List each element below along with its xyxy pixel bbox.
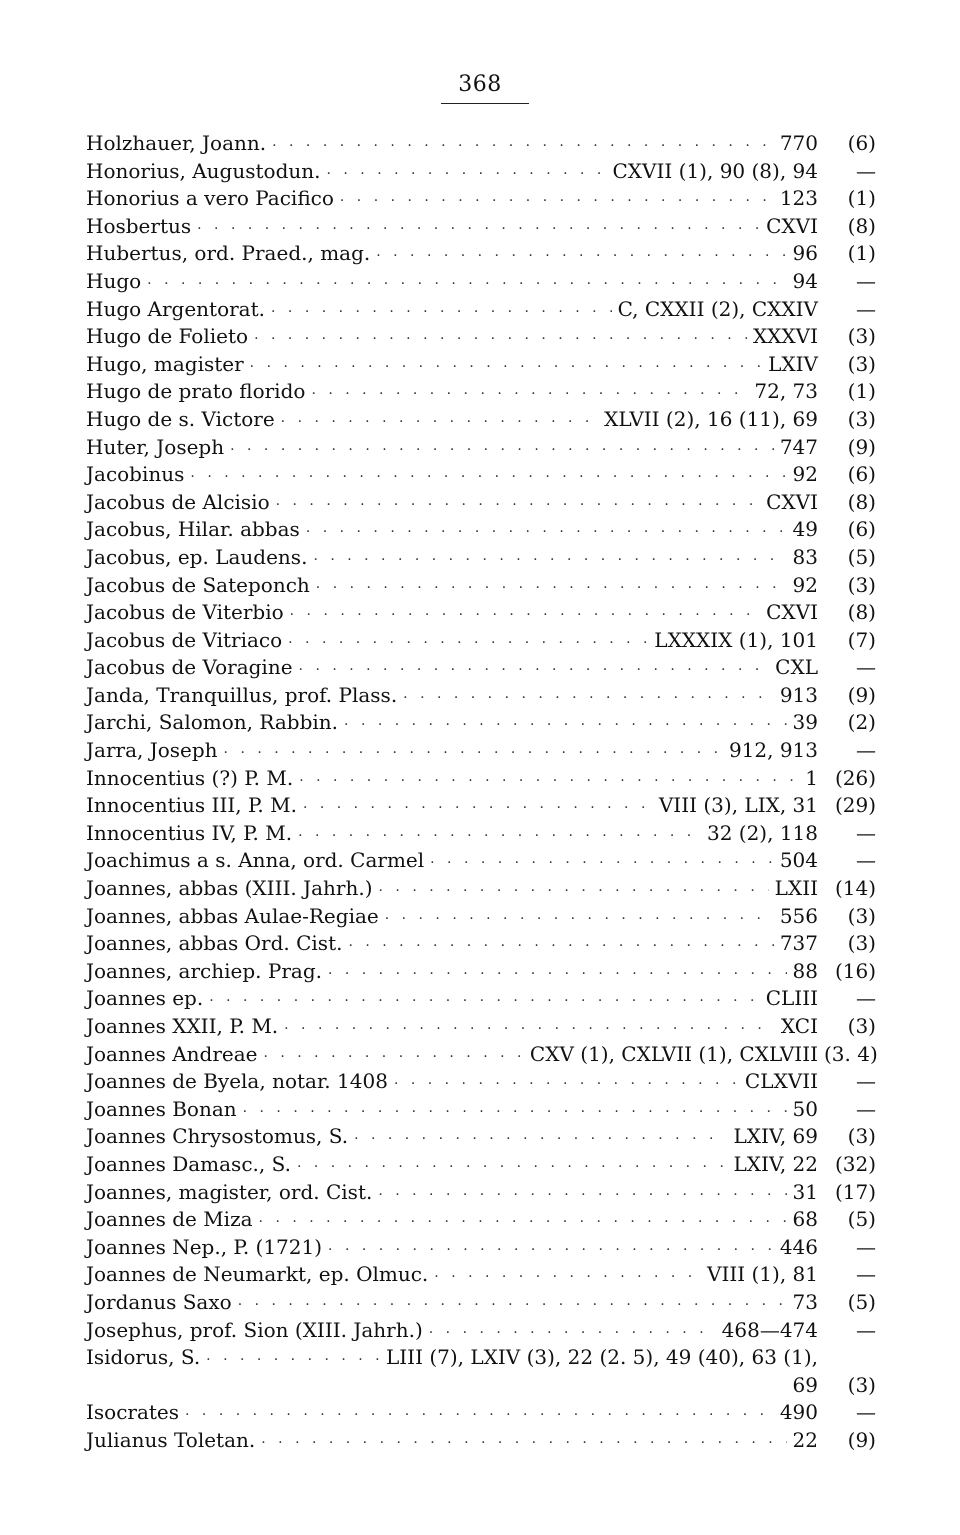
dot-leader <box>303 795 653 823</box>
entry-line <box>86 296 818 327</box>
entry-count: (9) <box>847 682 876 707</box>
entry-line <box>86 1427 818 1458</box>
entry-references: 88 <box>792 958 818 983</box>
entry-name: Joannes de Neumarkt, ep. Olmuc. <box>86 1262 429 1287</box>
index-entry <box>86 130 876 158</box>
entry-count: (3. 4) <box>824 1041 878 1066</box>
entry-name: Holzhauer, Joann. <box>86 131 267 155</box>
dot-leader <box>385 906 774 934</box>
entry-line <box>86 958 818 989</box>
entry-name: Jacobus, ep. Laudens. <box>86 544 308 569</box>
dot-leader <box>185 1402 774 1430</box>
entry-line <box>86 654 818 685</box>
dot-leader <box>284 1016 775 1044</box>
dot-leader <box>328 961 787 989</box>
entry-name: Isocrates <box>86 1400 180 1425</box>
entry-line <box>86 1013 818 1044</box>
entry-line <box>86 847 818 878</box>
entry-references: 83 <box>792 544 818 569</box>
index-entry <box>86 737 876 765</box>
dot-leader <box>224 740 723 768</box>
entry-count: — <box>856 655 876 680</box>
entry-line <box>86 406 818 437</box>
entry-line <box>86 1179 818 1210</box>
entry-name: Isidorus, S. <box>86 1345 201 1370</box>
entry-line <box>86 1068 818 1099</box>
entry-count: (16) <box>834 958 876 983</box>
entry-references: 50 <box>792 1096 818 1121</box>
entry-references: LXIV, 69 <box>733 1124 818 1149</box>
index-entry <box>86 958 876 986</box>
index-entry-continuation <box>86 1372 876 1400</box>
entry-references: LIII (7), LXIV (3), 22 (2. 5), 49 (40), 63 (1), <box>385 1345 818 1370</box>
entry-references: 92 <box>792 462 818 487</box>
entry-count: (3) <box>847 1014 876 1038</box>
entry-line <box>86 1123 818 1154</box>
entry-name: Hugo, magister <box>86 351 244 376</box>
dot-leader <box>429 1320 716 1348</box>
index-entry <box>86 489 876 517</box>
entry-references: LXIV <box>768 351 818 376</box>
entry-references: CXVI <box>766 213 818 238</box>
entry-line <box>86 434 818 465</box>
entry-line <box>86 185 818 216</box>
entry-references: 94 <box>792 268 818 293</box>
entry-name: Joachimus a s. Anna, ord. Carmel <box>86 848 425 873</box>
entry-references: 31 <box>792 1179 818 1204</box>
entry-references: 32 (2), 118 <box>706 820 818 845</box>
entry-line <box>86 682 818 713</box>
dot-leader <box>379 878 769 906</box>
entry-name: Honorius a vero Pacifico <box>86 186 334 211</box>
entry-name: Joannes Damasc., S. <box>86 1151 291 1176</box>
entry-name: Hugo de s. Victore <box>86 406 275 431</box>
entry-name: Jacobus de Vitriaco <box>86 627 283 652</box>
dot-leader <box>281 409 599 437</box>
index-entry <box>86 461 876 489</box>
entry-name: Joannes de Byela, notar. 1408 <box>86 1069 388 1094</box>
entry-name: Hugo <box>86 268 142 293</box>
index-entry <box>86 406 876 434</box>
entry-count: (32) <box>834 1151 876 1176</box>
entry-name: Jacobus de Sateponch <box>86 572 310 597</box>
entry-count: — <box>856 1400 876 1425</box>
entry-references: 737 <box>779 931 818 956</box>
entry-count: (3) <box>847 1124 876 1149</box>
index-entry <box>86 296 876 324</box>
entry-count: (5) <box>847 1289 876 1314</box>
dot-leader <box>290 602 760 630</box>
entry-references: LXIV, 22 <box>733 1151 818 1176</box>
entry-references: 556 <box>779 903 818 928</box>
dot-leader <box>197 216 760 244</box>
entry-line <box>86 765 818 796</box>
index-entry <box>86 544 876 572</box>
entry-line <box>86 489 818 520</box>
index-entry <box>86 820 876 848</box>
index-entry <box>86 682 876 710</box>
entry-name: Joannes, magister, ord. Cist. <box>86 1179 373 1204</box>
index-entry <box>86 323 876 351</box>
entry-name: Jacobus, Hilar. abbas <box>86 517 300 542</box>
entry-count: (5) <box>847 1207 876 1232</box>
entry-name: Innocentius (?) P. M. <box>86 765 294 790</box>
index-entry <box>86 1013 876 1041</box>
dot-leader <box>272 133 774 161</box>
entry-count: (5) <box>847 544 876 569</box>
entry-count: (3) <box>847 572 876 597</box>
entry-count: — <box>856 158 876 183</box>
entry-line <box>86 461 818 492</box>
index-entry <box>86 985 876 1013</box>
entry-name: Joannes XXII, P. M. <box>86 1014 279 1038</box>
entry-name: Joannes, abbas Ord. Cist. <box>86 931 343 956</box>
entry-count: — <box>856 1069 876 1094</box>
entry-line <box>86 572 818 603</box>
entry-count: (3) <box>847 903 876 928</box>
entry-line <box>86 1344 818 1375</box>
entry-count: (3) <box>847 351 876 376</box>
index-entry <box>86 1399 876 1427</box>
entry-name: Jacobus de Voragine <box>86 655 293 680</box>
dot-leader <box>328 1237 774 1265</box>
entry-references: 96 <box>792 241 818 266</box>
dot-leader <box>297 1154 728 1182</box>
index-entry <box>86 351 876 379</box>
entry-name: Joannes Nep., P. (1721) <box>86 1234 323 1259</box>
entry-line <box>86 1399 818 1430</box>
index-entry <box>86 1261 876 1289</box>
dot-leader <box>271 299 612 327</box>
entry-references: 913 <box>779 682 818 707</box>
entry-name: Jacobus de Alcisio <box>86 489 270 514</box>
entry-line <box>86 240 818 271</box>
dot-leader <box>299 657 770 685</box>
entry-references: 49 <box>792 517 818 542</box>
index-entry <box>86 516 876 544</box>
entry-references: CXL <box>775 655 818 680</box>
dot-leader <box>434 1264 701 1292</box>
dot-leader <box>250 354 762 382</box>
entry-references: 770 <box>779 131 818 155</box>
entry-references: 446 <box>779 1234 818 1259</box>
entry-count: (3) <box>847 931 876 956</box>
dot-leader <box>238 1292 787 1320</box>
entry-count: (3) <box>847 406 876 431</box>
index-entry <box>86 1317 876 1345</box>
entry-line <box>86 985 818 1016</box>
entry-line <box>86 544 818 575</box>
entry-count: (8) <box>847 489 876 514</box>
dot-leader <box>403 685 774 713</box>
entry-references: CXVI <box>766 600 818 625</box>
entry-count: — <box>856 268 876 293</box>
dot-leader <box>263 1044 523 1072</box>
index-entry <box>86 903 876 931</box>
dot-leader <box>354 1126 727 1154</box>
entry-name: Janda, Tranquillus, prof. Plass. <box>86 682 398 707</box>
entry-references: 123 <box>779 186 818 211</box>
entry-references: CXVI <box>766 489 818 514</box>
dot-leader <box>243 1099 787 1127</box>
dot-leader <box>306 519 787 547</box>
entry-count: (9) <box>847 434 876 459</box>
dot-leader <box>261 1430 786 1458</box>
entry-name: Joannes, abbas (XIII. Jahrh.) <box>86 876 373 901</box>
index-entry <box>86 847 876 875</box>
entry-count: (6) <box>847 517 876 542</box>
entry-references: LXXXIX (1), 101 <box>654 627 818 652</box>
entry-line <box>86 1206 818 1237</box>
dot-leader <box>276 492 760 520</box>
entry-references: 72, 73 <box>754 379 818 404</box>
entry-name: Huter, Joseph <box>86 434 225 459</box>
entry-references: XXXVI <box>752 324 818 349</box>
index-entry <box>86 599 876 627</box>
index-entry <box>86 1096 876 1124</box>
entry-count: — <box>856 1234 876 1259</box>
index-entry <box>86 213 876 241</box>
entry-name: Joannes, archiep. Prag. <box>86 958 322 983</box>
index-entry <box>86 1179 876 1207</box>
entry-name: Joannes Chrysostomus, S. <box>86 1124 349 1149</box>
entry-references: 68 <box>792 1207 818 1232</box>
entry-name: Innocentius III, P. M. <box>86 793 297 818</box>
dot-leader <box>299 768 799 796</box>
entry-name: Joannes ep. <box>86 986 204 1011</box>
entry-references: XLVII (2), 16 (11), 69 <box>604 406 818 431</box>
entry-count: — <box>856 1262 876 1287</box>
entry-count: (9) <box>847 1427 876 1452</box>
entry-name: Joannes, abbas Aulae-Regiae <box>86 903 379 928</box>
entry-references: CXVII (1), 90 (8), 94 <box>612 158 818 183</box>
entry-line <box>86 351 818 382</box>
entry-line <box>86 709 818 740</box>
entry-references: CLIII <box>765 986 818 1011</box>
entry-line <box>86 323 818 354</box>
entry-line <box>86 737 818 768</box>
entry-name: Jordanus Saxo <box>86 1289 232 1314</box>
dot-leader <box>311 381 748 409</box>
index-entry <box>86 158 876 186</box>
entry-references: VIII (3), LIX, 31 <box>658 793 818 818</box>
entry-line <box>86 820 818 851</box>
entry-count: (14) <box>834 876 876 901</box>
entry-line <box>86 627 818 658</box>
index-entry <box>86 185 876 213</box>
entry-references: 504 <box>779 848 818 873</box>
entry-line <box>86 903 818 934</box>
index-entry <box>86 654 876 682</box>
entry-count: (3) <box>847 324 876 349</box>
entry-line <box>86 1151 818 1182</box>
index-entry <box>86 1068 876 1096</box>
entry-name: Jarchi, Salomon, Rabbin. <box>86 710 339 735</box>
entry-line <box>86 792 818 823</box>
index-entry <box>86 1123 876 1151</box>
dot-leader <box>254 326 747 354</box>
entry-name: Hugo de prato florido <box>86 379 306 404</box>
entry-references: XCI <box>780 1014 818 1038</box>
entry-count: — <box>856 1317 876 1342</box>
entry-line <box>86 378 818 409</box>
dot-leader <box>259 1209 787 1237</box>
entry-references: 22 <box>792 1427 818 1452</box>
entry-name: Hosbertus <box>86 213 192 238</box>
entry-name: Hubertus, ord. Praed., mag. <box>86 241 371 266</box>
index-entry <box>86 378 876 406</box>
entry-line <box>86 875 818 906</box>
dot-leader <box>298 823 701 851</box>
dot-leader <box>147 271 786 299</box>
entry-name: Innocentius IV, P. M. <box>86 820 293 845</box>
dot-leader <box>313 547 786 575</box>
dot-leader <box>430 850 774 878</box>
entry-references: 92 <box>792 572 818 597</box>
index-entry <box>86 709 876 737</box>
entry-line <box>86 599 818 630</box>
entry-references: CLXVII <box>744 1069 818 1094</box>
index-list <box>86 130 876 1455</box>
index-entry <box>86 1041 876 1069</box>
dot-leader <box>378 1182 786 1210</box>
entry-name: Josephus, prof. Sion (XIII. Jahrh.) <box>86 1317 423 1342</box>
entry-name: Joannes Bonan <box>86 1096 237 1121</box>
entry-line <box>86 130 818 161</box>
dot-leader <box>394 1071 739 1099</box>
entry-line <box>86 1289 818 1320</box>
index-entry <box>86 1151 876 1179</box>
index-entry <box>86 572 876 600</box>
dot-leader <box>288 630 648 658</box>
header-rule <box>441 103 529 104</box>
entry-name: Joannes de Miza <box>86 1207 253 1232</box>
entry-references: VIII (1), 81 <box>707 1262 818 1287</box>
entry-count: (2) <box>847 710 876 735</box>
entry-name: Joannes Andreae <box>86 1041 258 1066</box>
entry-name: Hugo de Folieto <box>86 324 249 349</box>
page-number: 368 <box>458 72 502 97</box>
dot-leader <box>190 464 786 492</box>
entry-references: CXV (1), CXLVII (1), CXLVIII <box>529 1041 818 1066</box>
entry-references: 1 <box>805 765 818 790</box>
entry-count: (1) <box>847 186 876 211</box>
entry-line <box>86 213 818 244</box>
entry-count: — <box>856 738 876 763</box>
entry-references: 490 <box>779 1400 818 1425</box>
entry-count: (1) <box>847 379 876 404</box>
entry-line <box>86 158 818 189</box>
entry-line <box>86 268 818 299</box>
index-entry <box>86 1234 876 1262</box>
dot-leader <box>348 933 773 961</box>
entry-count: — <box>856 296 876 321</box>
index-entry <box>86 268 876 296</box>
entry-line <box>86 1234 818 1265</box>
dot-leader <box>209 988 760 1016</box>
entry-references: 69 <box>792 1372 818 1397</box>
entry-line <box>86 1372 818 1400</box>
entry-count: (8) <box>847 213 876 238</box>
entry-count: (3) <box>847 1372 876 1397</box>
entry-references: C, CXXII (2), CXXIV <box>617 296 818 321</box>
index-entry <box>86 930 876 958</box>
entry-name: Jarra, Joseph <box>86 738 218 763</box>
entry-count: (6) <box>847 131 876 155</box>
entry-count: (8) <box>847 600 876 625</box>
index-entry <box>86 1289 876 1317</box>
entry-name: Jacobinus <box>86 462 185 487</box>
entry-line <box>86 516 818 547</box>
entry-references: 747 <box>779 434 818 459</box>
entry-line <box>86 1317 818 1348</box>
index-entry <box>86 1344 876 1372</box>
entry-count: (1) <box>847 241 876 266</box>
index-entry <box>86 240 876 268</box>
entry-references: 912, 913 <box>728 738 818 763</box>
entry-line <box>86 1096 818 1127</box>
dot-leader <box>230 437 774 465</box>
dot-leader <box>316 575 787 603</box>
entry-references: 468—474 <box>721 1317 818 1342</box>
dot-leader <box>206 1347 380 1375</box>
entry-count: — <box>856 820 876 845</box>
index-entry <box>86 627 876 655</box>
dot-leader <box>376 243 786 271</box>
dot-leader <box>327 161 607 189</box>
entry-name: Hugo Argentorat. <box>86 296 266 321</box>
entry-count: — <box>856 1096 876 1121</box>
entry-line <box>86 1261 818 1292</box>
entry-count: (26) <box>834 765 876 790</box>
entry-count: (6) <box>847 462 876 487</box>
entry-references: LXII <box>774 876 818 901</box>
entry-references: 73 <box>792 1289 818 1314</box>
index-entry <box>86 875 876 903</box>
entry-name: Jacobus de Viterbio <box>86 600 284 625</box>
dot-leader <box>344 712 787 740</box>
index-entry <box>86 1206 876 1234</box>
index-entry <box>86 792 876 820</box>
index-entry <box>86 765 876 793</box>
entry-count: — <box>856 986 876 1011</box>
entry-name: Honorius, Augustodun. <box>86 158 321 183</box>
entry-line <box>86 1041 818 1072</box>
entry-name: Julianus Toletan. <box>86 1427 256 1452</box>
entry-count: (29) <box>834 793 876 818</box>
dot-leader <box>340 188 774 216</box>
index-entry <box>86 1427 876 1455</box>
entry-references: 39 <box>792 710 818 735</box>
index-entry <box>86 434 876 462</box>
entry-line <box>86 930 818 961</box>
entry-count: (17) <box>834 1179 876 1204</box>
entry-count: — <box>856 848 876 873</box>
entry-count: (7) <box>847 627 876 652</box>
